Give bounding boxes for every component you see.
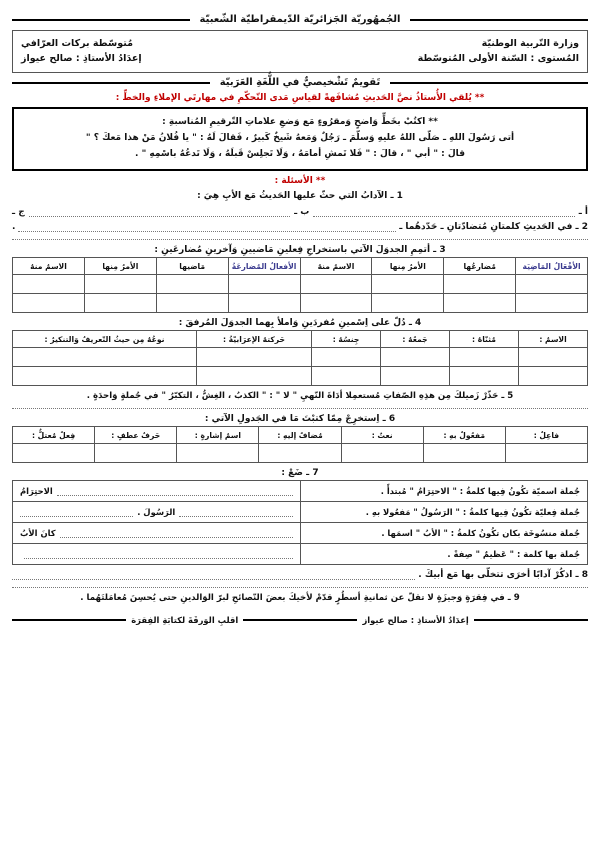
question-8-text: 8 ـ اذكُرْ آدابًا أخرَى تتخلّى بها مَع أبيكَ . (418, 570, 588, 581)
question-1-text: 1 ـ الآدابُ التي حثّ عليها الحَديثُ مَع الأبِ هِيَ : (197, 191, 403, 202)
q7-answer-blank[interactable] (24, 550, 293, 559)
school-label: مُتوسّطة بركات العرّافي (21, 38, 133, 49)
q1-option-a-label: أ ـ (578, 207, 588, 218)
table-row (13, 367, 588, 386)
q7-answer-cell[interactable] (13, 544, 301, 565)
q7-answer-value: الاحتِرَامُ (20, 486, 53, 497)
q6-col-object: مَفعُولٌ بهِ : (423, 427, 505, 444)
q3-cell[interactable] (13, 275, 85, 294)
q7-answer-blank[interactable] (57, 487, 293, 496)
q7-answer-cell[interactable] (13, 523, 301, 544)
q3-col-present-of-it: مُضارعُها (444, 258, 516, 275)
exam-rule-left (12, 82, 210, 84)
footer-turn-page-note: اقلبِ الوَرقَةَ لكتابَةِ الفِقرَة (131, 615, 239, 626)
q6-col-conjunction: حَرفُ عطفٍ : (95, 427, 177, 444)
ministry-label: وزارة التّربية الوطنيّة (481, 38, 579, 49)
q6-col-adjective: نعتٌ : (341, 427, 423, 444)
q7-answer-value: كانَ الأبُ (20, 528, 56, 539)
exam-title-row (12, 77, 588, 88)
table-row (13, 481, 588, 502)
q6-cell[interactable] (341, 444, 423, 463)
page-footer (12, 615, 588, 625)
q3-cell[interactable] (300, 294, 372, 313)
table-row (13, 275, 588, 294)
q3-cell[interactable] (228, 275, 300, 294)
questions-heading (12, 176, 588, 186)
q4-col-gender: جِنسُهُ : (312, 331, 381, 348)
q6-cell[interactable] (423, 444, 505, 463)
q4-col-plural: جَمعُهُ : (381, 331, 450, 348)
question-4-text: 4 ـ دُلّ على اِسْمينِ مُفردَينِ وَاملأ بِهما الجدوَلَ المُرفقَ : (178, 318, 422, 329)
q7-answer-cell[interactable] (13, 481, 301, 502)
q7-answer-wrap (20, 486, 293, 496)
q6-cell[interactable] (505, 444, 587, 463)
q7-prompt: جُملة اسميّة تكُونُ فِيها كلمةُ : " الاحتِرَامُ " مُبتدأً . (300, 481, 588, 502)
q3-cell[interactable] (84, 294, 156, 313)
question-9-text: 9 ـ في فِقرَةٍ وَجيزَةٍ لا تقلّ عن ثمانيةِ أسطُرٍ قدّمْ لأخيكَ بعضَ النّصائحِ لبرّ الوَالدينِ حتى يُحسِنَ مُعامَلتَهُما . (80, 593, 520, 604)
q7-answer-blank[interactable] (60, 529, 293, 538)
q3-cell[interactable] (516, 275, 588, 294)
q6-col-subject: فاعِلٌ : (505, 427, 587, 444)
q4-cell[interactable] (197, 367, 312, 386)
footer-rule-middle (243, 619, 357, 621)
q3-cell[interactable] (372, 275, 444, 294)
table-row (13, 502, 588, 523)
q1-option-b-blank[interactable] (29, 208, 290, 217)
q6-col-genitive: مُضافٌ إليهِ : (259, 427, 341, 444)
exam-rule-right (390, 82, 588, 84)
q1-option-c-label: ج ـ (11, 207, 25, 218)
q6-cell[interactable] (259, 444, 341, 463)
q3-cell[interactable] (300, 275, 372, 294)
question-6-text: 6 ـ اِستخرِجْ مِمّا كتبْتَ مَا في الجَدولِ الآتي : (204, 414, 396, 425)
header-row-top (21, 36, 579, 51)
question-3-text: 3 ـ أتمِمِ الجدوَلَ الآتي باستخراجِ فِعلينِ مَاضيينِ وَآخرينِ مُضارعَينِ : (154, 245, 446, 256)
q3-col-noun-of-it: الاسمُ منهُ (300, 258, 372, 275)
q3-cell[interactable] (372, 294, 444, 313)
question-8-extra-line[interactable] (12, 587, 588, 588)
footer-rule-right (474, 619, 588, 621)
q6-col-demonstrative: اسمُ إشارةٍ : (177, 427, 259, 444)
q4-cell[interactable] (450, 367, 519, 386)
q7-answer-cell[interactable] (13, 502, 301, 523)
q4-cell[interactable] (450, 348, 519, 367)
footer-rule-left (12, 619, 126, 621)
q7-answer-wrap (20, 507, 293, 517)
hadith-write-instruction: ** اكتُبْ بخَطٍّ وَاضحٍ وَمقرُوءٍ مَع وَضعِ علاماتِ التّرقيمِ المُناسبةِ : (162, 117, 438, 127)
q4-cell[interactable] (13, 348, 197, 367)
q4-col-inflection: حَركتهُ الإعرَابيّةُ : (197, 331, 312, 348)
q7-answer-wrap (20, 528, 293, 538)
question-5-answer-line[interactable] (12, 408, 588, 409)
question-3-table (12, 257, 588, 313)
question-7-text: 7 ـ ضَعْ : (281, 468, 319, 479)
q3-cell[interactable] (228, 294, 300, 313)
question-6-table (12, 426, 588, 463)
q6-header-row (13, 427, 588, 444)
q3-cell[interactable] (156, 275, 228, 294)
q3-cell[interactable] (156, 294, 228, 313)
q6-col-weak-verb: فِعلٌ مُعتلٌّ : (13, 427, 95, 444)
exam-title: تَقويمٌ تَشْخيصيٌّ في اللُّغَةِ العَرَبيّة (219, 77, 381, 88)
level-label: المُستوى : السّنة الأولى المُتوسّطة (417, 53, 579, 64)
question-7-table (12, 480, 588, 565)
header-info-box (12, 30, 588, 73)
q4-cell[interactable] (13, 367, 197, 386)
question-2-extra-line[interactable] (12, 239, 588, 240)
q1-option-b-label: ب ـ (294, 207, 310, 218)
q3-col-past-verbs: الأفْعَالُ المَاضِيَة (516, 258, 588, 275)
question-1-answer-line (12, 207, 588, 217)
q3-col-present-verbs: الأفعالُ المُضارعَةُ (228, 258, 300, 275)
q3-cell[interactable] (516, 294, 588, 313)
question-5-text: 5 ـ حَذّرْ زَميلكَ مِن هذِهِ الصّفاتِ مُستعمِلا أدَاةَ النّهيِ " لا " : " الكذبُ ، الغِشُّ ، التكبّرُ " في جُملةٍ وَاحدَةٍ . (86, 391, 514, 402)
q4-header-row (13, 331, 588, 348)
hadith-text-box (12, 107, 588, 171)
q3-col-imperative-of-it: الأمرُ مِنها (372, 258, 444, 275)
q6-cell[interactable] (177, 444, 259, 463)
q1-option-a-blank[interactable] (313, 208, 574, 217)
q3-cell[interactable] (84, 275, 156, 294)
q6-cell[interactable] (13, 444, 95, 463)
q3-col-past-of-it: مَاضيها (156, 258, 228, 275)
table-row (13, 348, 588, 367)
q4-cell[interactable] (519, 367, 588, 386)
q4-cell[interactable] (381, 348, 450, 367)
q4-col-dual: مُثنّاهُ : (450, 331, 519, 348)
dictation-instruction: ** يُلقي الأُستاذُ نصَّ الحَديثِ مُشافَهةً لقياسِ مَدى التّحكّمِ في مهارتَي الإملاءِ والخطِّ : (115, 93, 485, 103)
header-row-bottom (21, 51, 579, 66)
q3-col-imperative-of-it-2: الأمرُ مِنها (84, 258, 156, 275)
q3-cell[interactable] (444, 294, 516, 313)
q3-cell[interactable] (13, 294, 85, 313)
q7-prompt: جُملة بها كلمة : " عَظيمٌ " صِفةً . (300, 544, 588, 565)
question-8-blank[interactable] (12, 571, 415, 580)
q4-cell[interactable] (519, 348, 588, 367)
q3-col-noun-of-it-2: الاسمُ منهُ (13, 258, 85, 275)
question-4-table (12, 330, 588, 386)
question-2-row (12, 222, 588, 232)
hadith-line-1: أتى رَسُولَ اللهِ ـ صَلّى اللهُ عليهِ وَسلّمَ ـ رَجُلٌ وَمَعهُ شَيخٌ كَبيرٌ ، فَقالَ لَهُ : " يا فُلانُ مَنْ هذا مَعكَ ؟ " (85, 132, 515, 143)
question-2-blank[interactable] (18, 223, 396, 232)
q3-cell[interactable] (444, 275, 516, 294)
q4-cell[interactable] (312, 348, 381, 367)
title-rule-right (410, 19, 588, 21)
questions-heading-text: ** الأسئلة : (274, 176, 326, 187)
q4-col-noun: الاسمُ : (519, 331, 588, 348)
q7-prompt: جُملة منسُوخَة بكان تكُونُ كلمةُ : " الأبُ " اسمَها . (300, 523, 588, 544)
q4-cell[interactable] (312, 367, 381, 386)
q4-col-definiteness: نوعُهُ مِن حيثُ التّعريفُ وَالتنكيرُ : (13, 331, 197, 348)
footer-teacher: إعدَادُ الأستاذِ : صالح عيواز (362, 615, 469, 626)
title-rule-left (12, 19, 190, 21)
table-row (13, 544, 588, 565)
question-2-period: . (12, 222, 16, 233)
q7-answer-value: الرَسُولَ . (137, 507, 176, 518)
q7-prompt: جُملة فِعليّة تكُونُ فِيها كلمةُ : " الرَسُولُ " مَفعُولا بهِ . (300, 502, 588, 523)
republic-title: الجُمهُوريّة الجَزائريّة الدّيمقراطيّة الشّعبيّة (199, 14, 401, 25)
q3-header-row (13, 258, 588, 275)
q7-answer-blank-2[interactable] (20, 508, 133, 517)
republic-title-row (12, 14, 588, 25)
teacher-label: إعدَادُ الأستاذِ : صالح عيواز (21, 53, 142, 64)
hadith-line-2: قالَ : " أبي " ، قالَ : " فَلا تَمشِ أمامَهُ ، وَلَا تَجلِسْ قَبلَهُ ، وَلَا تَدعُهُ باسْمِهِ " . (135, 148, 465, 159)
table-row (13, 444, 588, 463)
q4-cell[interactable] (197, 348, 312, 367)
question-2-text: 2 ـ في الحَديثِ كلمتانِ مُتضادّتانِ ـ حَدّدهُما ـ (399, 222, 588, 233)
q6-cell[interactable] (95, 444, 177, 463)
q7-answer-wrap (20, 550, 293, 559)
table-row (13, 523, 588, 544)
table-row (13, 294, 588, 313)
q4-cell[interactable] (381, 367, 450, 386)
question-8-row (12, 570, 588, 580)
q7-answer-blank[interactable] (179, 508, 292, 517)
